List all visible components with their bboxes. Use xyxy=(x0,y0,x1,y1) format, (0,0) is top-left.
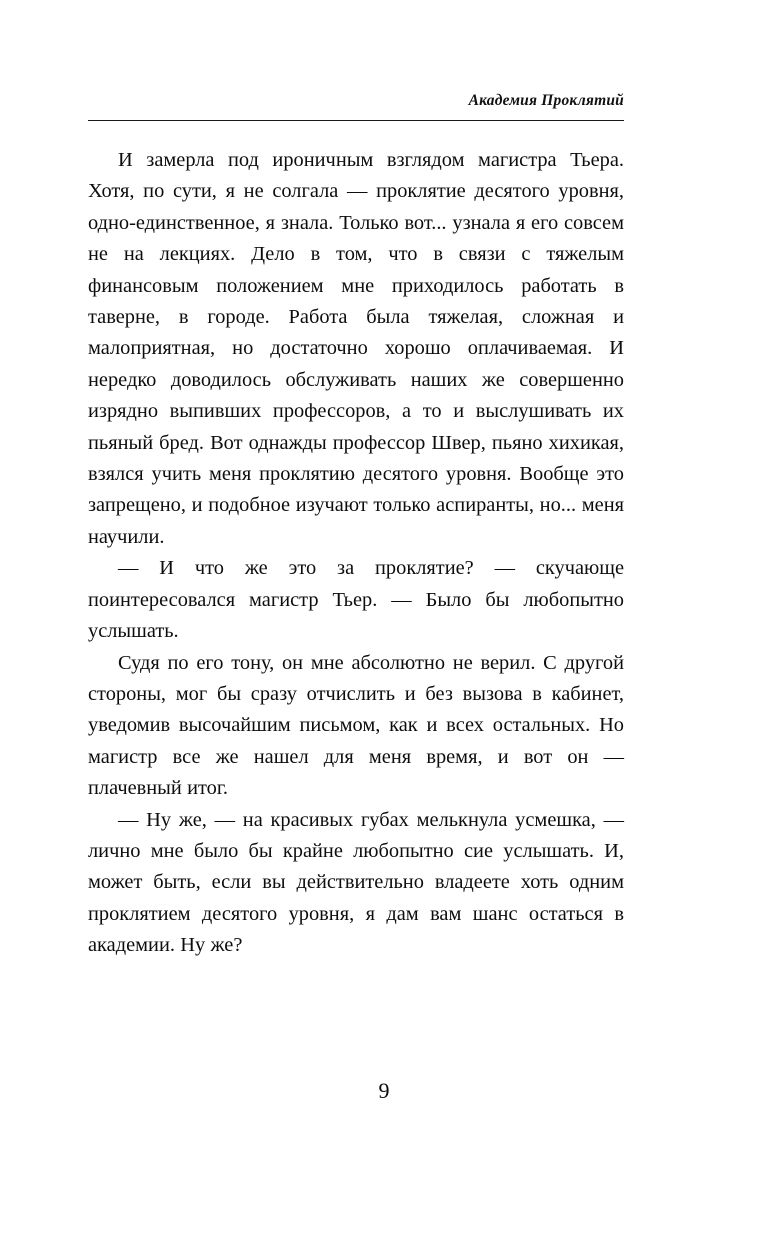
page-content xyxy=(88,92,624,962)
paragraph: — И что же это за проклятие? — скучающе поинтересовался магистр Тьер. — Было бы любопытно услышать. xyxy=(88,557,624,643)
paragraph: И замерла под ироничным взглядом магистра Тьера. Хотя, по сути, я не солгала — проклятие десятого уровня, одно-единственное, я знала. Только вот... узнала я его совсем не на лекциях. Дело в том, что в связи с тяжелым финансовым положением мне приходилось работать в таверне, в городе. Работа была тяжелая, сложная и малоприятная, но достаточно хорошо оплачиваемая. И нередко доводилось обслуживать наших же совершенно изрядно выпивших профессоров, а то и выслушивать их пьяный бред. Вот однажды профессор Швер, пьяно хихикая, взялся учить меня проклятию десятого уровня. Вообще это запрещено, и подобное изучают только аспиранты, но... меня научили. xyxy=(88,149,624,548)
header-rule xyxy=(88,120,624,121)
body-text xyxy=(88,145,624,962)
paragraph: — Ну же, — на красивых губах мелькнула усмешка, — лично мне было бы крайне любопытно сие услышать. И, может быть, если вы действительно владеете хоть одним проклятием десятого уровня, я дам вам шанс остаться в академии. Ну же? xyxy=(88,808,624,957)
running-head: Академия Проклятий xyxy=(468,92,624,109)
page-number: 9 xyxy=(378,1078,390,1103)
paragraph: Судя по его тону, он мне абсолютно не верил. С другой стороны, мог бы сразу отчислить и без вызова в кабинет, уведомив высочайшим письмом, как и всех остальных. Но магистр все же нашел для меня время, и вот он — плачевный итог. xyxy=(88,651,624,800)
